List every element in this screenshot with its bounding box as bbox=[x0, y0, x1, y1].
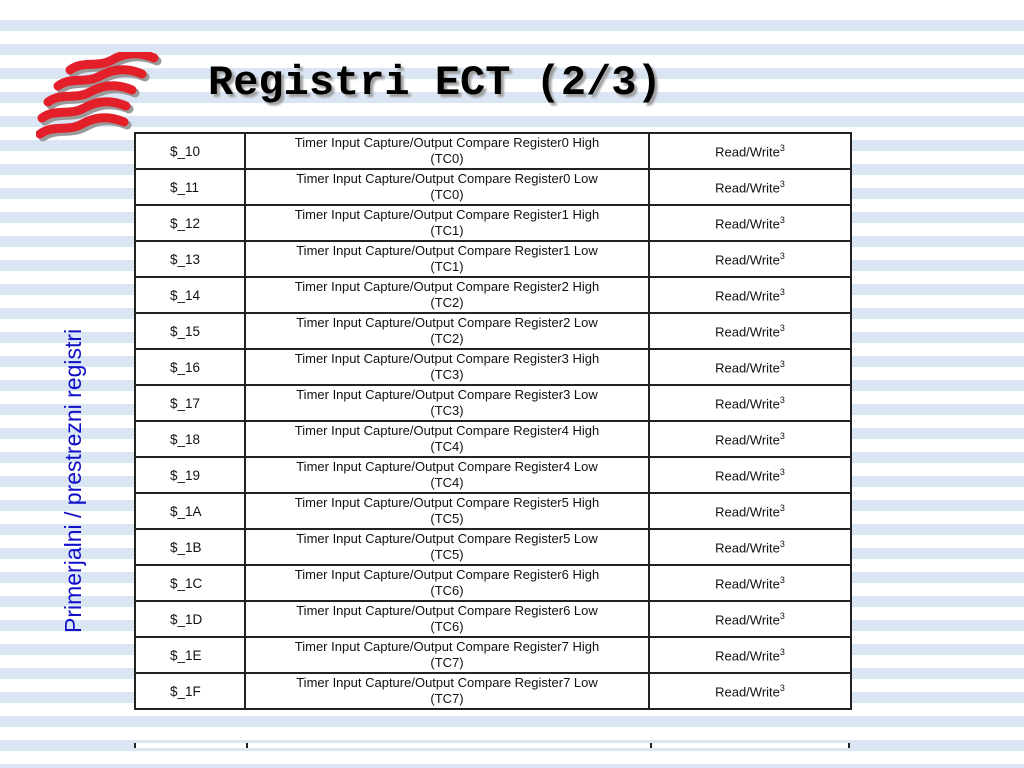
table-row bbox=[135, 673, 851, 709]
register-offset: $_1F bbox=[135, 673, 245, 709]
register-access-cell bbox=[649, 637, 851, 673]
register-description-cell bbox=[245, 385, 649, 421]
table-row bbox=[135, 601, 851, 637]
register-description-cell bbox=[245, 637, 649, 673]
register-description: Timer Input Capture/Output Compare Register5 High bbox=[294, 495, 600, 510]
table-row bbox=[135, 241, 851, 277]
register-description: Timer Input Capture/Output Compare Register6 Low bbox=[296, 603, 598, 618]
register-offset: $_18 bbox=[135, 421, 245, 457]
register-description: Timer Input Capture/Output Compare Register1 High bbox=[294, 207, 600, 222]
background-stripe bbox=[0, 764, 1024, 768]
register-table bbox=[134, 132, 852, 710]
register-name: (TC5) bbox=[430, 511, 464, 526]
table-row bbox=[135, 637, 851, 673]
register-description: Timer Input Capture/Output Compare Register7 Low bbox=[296, 675, 598, 690]
table-row bbox=[135, 277, 851, 313]
register-name: (TC7) bbox=[430, 655, 464, 670]
register-description-cell bbox=[245, 349, 649, 385]
register-description: Timer Input Capture/Output Compare Register2 High bbox=[294, 279, 600, 294]
register-description-cell bbox=[245, 277, 649, 313]
register-description-cell bbox=[245, 421, 649, 457]
register-access-cell bbox=[649, 421, 851, 457]
footnote-marker: 3 bbox=[779, 322, 785, 333]
footnote-marker: 3 bbox=[779, 394, 785, 405]
register-description: Timer Input Capture/Output Compare Register6 High bbox=[294, 567, 600, 582]
register-table-body bbox=[135, 133, 851, 709]
register-access-cell bbox=[649, 529, 851, 565]
register-name: (TC4) bbox=[430, 475, 464, 490]
register-description-cell bbox=[245, 529, 649, 565]
register-description: Timer Input Capture/Output Compare Register7 High bbox=[294, 639, 600, 654]
register-description-cell bbox=[245, 205, 649, 241]
register-description-cell bbox=[245, 565, 649, 601]
register-name: (TC6) bbox=[430, 583, 464, 598]
register-name: (TC3) bbox=[430, 403, 464, 418]
register-access: Read/Write bbox=[715, 324, 780, 340]
register-offset: $_14 bbox=[135, 277, 245, 313]
footnote-marker: 3 bbox=[779, 178, 785, 189]
register-access-cell bbox=[649, 493, 851, 529]
background-stripe bbox=[0, 20, 1024, 31]
register-access: Read/Write bbox=[715, 684, 780, 700]
register-offset: $_1D bbox=[135, 601, 245, 637]
register-access: Read/Write bbox=[715, 432, 780, 448]
register-description-cell bbox=[245, 313, 649, 349]
red-wave-stripes-icon bbox=[36, 52, 162, 144]
register-access: Read/Write bbox=[715, 288, 780, 304]
footnote-marker: 3 bbox=[779, 574, 785, 585]
register-description: Timer Input Capture/Output Compare Register2 Low bbox=[296, 315, 598, 330]
register-name: (TC0) bbox=[430, 187, 464, 202]
register-access: Read/Write bbox=[715, 612, 780, 628]
register-description: Timer Input Capture/Output Compare Register3 High bbox=[294, 351, 600, 366]
register-description: Timer Input Capture/Output Compare Register4 High bbox=[294, 423, 600, 438]
register-description: Timer Input Capture/Output Compare Register0 Low bbox=[296, 171, 598, 186]
register-access-cell bbox=[649, 385, 851, 421]
register-name: (TC4) bbox=[430, 439, 464, 454]
register-offset: $_1A bbox=[135, 493, 245, 529]
register-offset: $_19 bbox=[135, 457, 245, 493]
register-description: Timer Input Capture/Output Compare Register1 Low bbox=[296, 243, 598, 258]
register-access-cell bbox=[649, 457, 851, 493]
register-access: Read/Write bbox=[715, 180, 780, 196]
table-row bbox=[135, 313, 851, 349]
register-access: Read/Write bbox=[715, 252, 780, 268]
register-access-cell bbox=[649, 169, 851, 205]
register-access: Read/Write bbox=[715, 540, 780, 556]
register-offset: $_1C bbox=[135, 565, 245, 601]
register-name: (TC5) bbox=[430, 547, 464, 562]
register-access-cell bbox=[649, 673, 851, 709]
footnote-marker: 3 bbox=[779, 610, 785, 621]
register-name: (TC3) bbox=[430, 367, 464, 382]
register-offset: $_11 bbox=[135, 169, 245, 205]
register-offset: $_12 bbox=[135, 205, 245, 241]
table-row bbox=[135, 205, 851, 241]
footnote-marker: 3 bbox=[779, 250, 785, 261]
register-access: Read/Write bbox=[715, 648, 780, 664]
table-row bbox=[135, 385, 851, 421]
footnote-marker: 3 bbox=[779, 466, 785, 477]
register-description: Timer Input Capture/Output Compare Register5 Low bbox=[296, 531, 598, 546]
footnote-marker: 3 bbox=[779, 214, 785, 225]
slide-title: Registri ECT (2/3) bbox=[208, 59, 662, 107]
register-description: Timer Input Capture/Output Compare Register4 Low bbox=[296, 459, 598, 474]
footnote-marker: 3 bbox=[779, 430, 785, 441]
register-name: (TC7) bbox=[430, 691, 464, 706]
register-description-cell bbox=[245, 133, 649, 169]
table-row bbox=[135, 493, 851, 529]
register-name: (TC1) bbox=[430, 259, 464, 274]
table-row bbox=[135, 529, 851, 565]
register-access-cell bbox=[649, 601, 851, 637]
register-description-cell bbox=[245, 457, 649, 493]
register-access-cell bbox=[649, 133, 851, 169]
table-row bbox=[135, 349, 851, 385]
register-name: (TC6) bbox=[430, 619, 464, 634]
register-access: Read/Write bbox=[715, 396, 780, 412]
register-offset: $_1B bbox=[135, 529, 245, 565]
register-description-cell bbox=[245, 493, 649, 529]
table-row bbox=[135, 457, 851, 493]
register-access-cell bbox=[649, 565, 851, 601]
register-description: Timer Input Capture/Output Compare Register0 High bbox=[294, 135, 600, 150]
register-offset: $_1E bbox=[135, 637, 245, 673]
register-offset: $_13 bbox=[135, 241, 245, 277]
register-access-cell bbox=[649, 241, 851, 277]
cutoff-divider bbox=[246, 743, 248, 748]
background-stripe bbox=[0, 716, 1024, 727]
register-access: Read/Write bbox=[715, 360, 780, 376]
table-row bbox=[135, 565, 851, 601]
register-description-cell bbox=[245, 673, 649, 709]
cutoff-divider bbox=[650, 743, 652, 748]
side-label: Primerjalni / prestrezni registri bbox=[60, 328, 86, 633]
table-cutoff-row bbox=[134, 743, 850, 748]
register-name: (TC1) bbox=[430, 223, 464, 238]
table-row bbox=[135, 133, 851, 169]
register-description: Timer Input Capture/Output Compare Register3 Low bbox=[296, 387, 598, 402]
register-offset: $_15 bbox=[135, 313, 245, 349]
register-name: (TC2) bbox=[430, 331, 464, 346]
register-offset: $_16 bbox=[135, 349, 245, 385]
register-access: Read/Write bbox=[715, 504, 780, 520]
register-offset: $_10 bbox=[135, 133, 245, 169]
register-access: Read/Write bbox=[715, 576, 780, 592]
footnote-marker: 3 bbox=[779, 286, 785, 297]
register-name: (TC2) bbox=[430, 295, 464, 310]
register-access-cell bbox=[649, 277, 851, 313]
register-access-cell bbox=[649, 349, 851, 385]
register-access-cell bbox=[649, 313, 851, 349]
register-access: Read/Write bbox=[715, 468, 780, 484]
footnote-marker: 3 bbox=[779, 682, 785, 693]
register-description-cell bbox=[245, 601, 649, 637]
register-name: (TC0) bbox=[430, 151, 464, 166]
register-description-cell bbox=[245, 241, 649, 277]
footnote-marker: 3 bbox=[779, 142, 785, 153]
register-access: Read/Write bbox=[715, 216, 780, 232]
footnote-marker: 3 bbox=[779, 538, 785, 549]
table-row bbox=[135, 169, 851, 205]
table-row bbox=[135, 421, 851, 457]
footnote-marker: 3 bbox=[779, 502, 785, 513]
register-access: Read/Write bbox=[715, 144, 780, 160]
register-offset: $_17 bbox=[135, 385, 245, 421]
footnote-marker: 3 bbox=[779, 646, 785, 657]
register-access-cell bbox=[649, 205, 851, 241]
register-description-cell bbox=[245, 169, 649, 205]
footnote-marker: 3 bbox=[779, 358, 785, 369]
